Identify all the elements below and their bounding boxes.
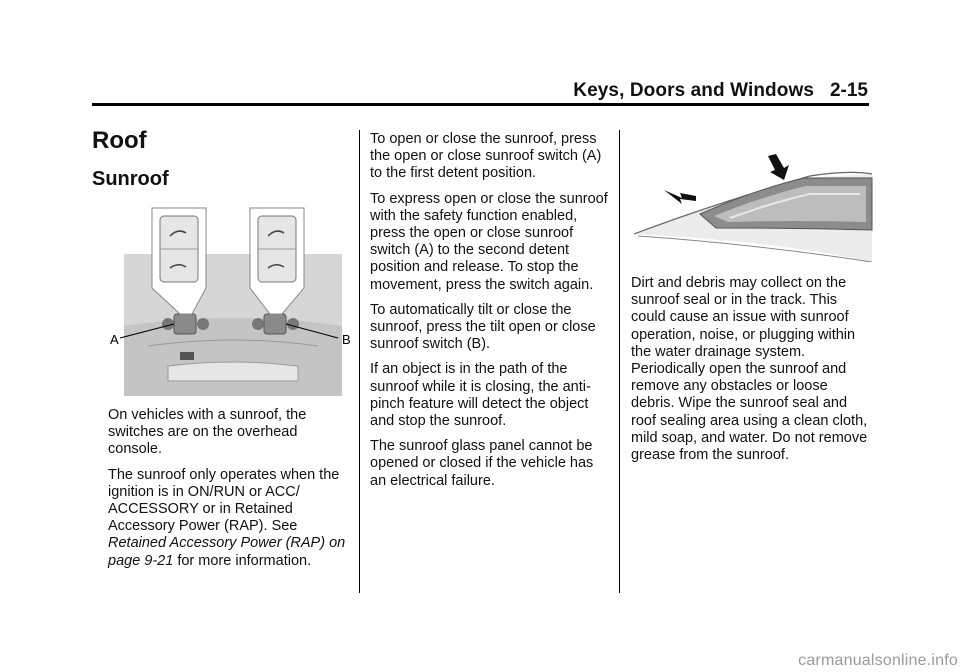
arrow-icon [768, 154, 789, 180]
callout-label-b: B [342, 332, 351, 347]
column-divider-1 [359, 130, 360, 593]
paragraph: The sunroof glass panel cannot be opened or closed if the vehicle has an electrical failure. [370, 438, 594, 489]
page-number: 2-15 [829, 80, 868, 101]
running-header-title: Keys, Doors and Windows [573, 80, 814, 101]
paragraph: To open or close the sunroof, press the open or close sunroof switch (A) to the first detent position. [370, 131, 602, 182]
column-3 [631, 275, 873, 472]
paragraph-text: for more information. [173, 552, 312, 569]
column-2 [370, 131, 612, 498]
sunroof-illustration [634, 152, 874, 262]
paragraph: On vehicles with a sunroof, the switches are on the overhead console. [108, 407, 307, 458]
paragraph: Dirt and debris may collect on the sunroof seal or in the track. This could cause an issue with sunroof operation, noise, or plugging within the water drainage system. Periodically open the sunroof and remove any obstacles or loose debris. Wipe the sunroof seal and roof sealing area using a clean cloth, mild soap, and water. Do not remove grease from the sunroof. [631, 275, 868, 464]
paragraph [108, 467, 348, 570]
watermark: carmanualsonline.info [798, 652, 958, 669]
paragraph: To automatically tilt or close the sunroof, press the tilt open or close sunroof switch (B). [370, 301, 596, 353]
section-subtitle: Sunroof [92, 168, 169, 190]
paragraph: To express open or close the sunroof with the safety function enabled, press the open or close sunroof switch (A) to the second detent position and release. To stop the movement, press the switch again. [370, 190, 608, 293]
section-title: Roof [92, 127, 147, 154]
paragraph: If an object is in the path of the sunroof while it is closing, the anti-pinch feature will detect the object and stop the sunroof. [370, 361, 591, 430]
paragraph-text: The sunroof only operates when the ignition is in ON/RUN or ACC/ ACCESSORY or in Retained Accessory Power (RAP). See [108, 466, 340, 535]
header-rule [92, 103, 869, 106]
overhead-console-illustration [108, 206, 354, 396]
column-divider-2 [619, 130, 620, 593]
cross-reference: Retained Accessory Power (RAP) on page 9-21 [108, 535, 346, 569]
column-1 [108, 407, 348, 578]
arrow-icon [664, 190, 696, 204]
callout-label-a: A [110, 332, 119, 347]
